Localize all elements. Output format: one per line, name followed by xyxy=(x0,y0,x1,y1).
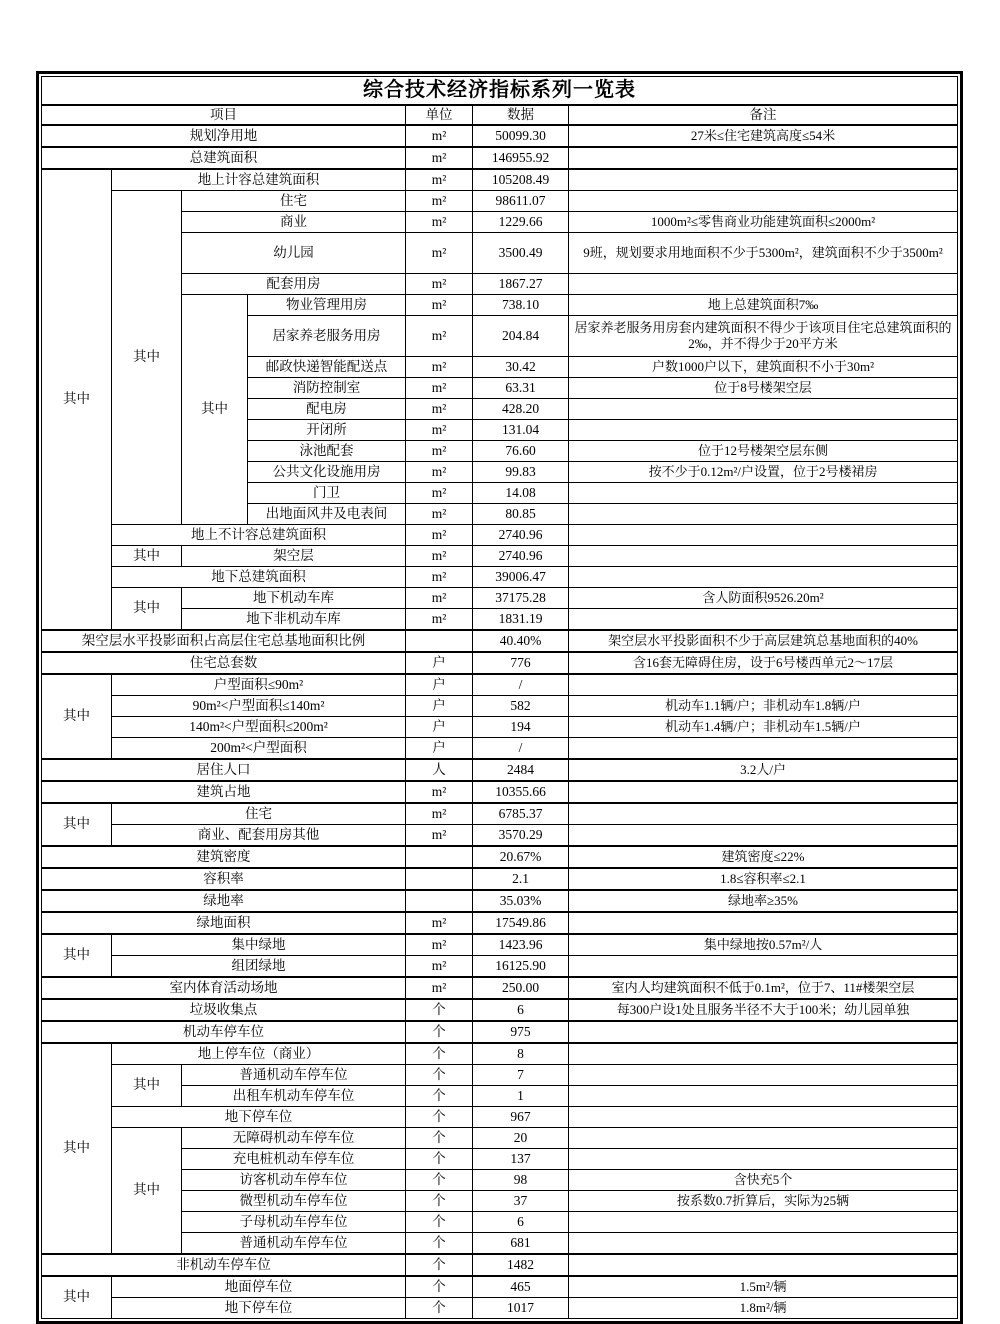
item-cell: 商业、配套用房其他 xyxy=(112,825,406,847)
unit-cell: m² xyxy=(406,378,473,399)
data-cell: 40.40% xyxy=(473,630,569,652)
remark-cell xyxy=(569,1149,958,1170)
data-cell: 1423.96 xyxy=(473,934,569,956)
item-cell: 机动车停车位 xyxy=(42,1021,406,1043)
remark-cell xyxy=(569,525,958,546)
item-cell: 访客机动车停车位 xyxy=(182,1170,406,1191)
data-cell: 105208.49 xyxy=(473,169,569,191)
table-row xyxy=(42,125,958,147)
indicator-table-body xyxy=(42,125,958,1319)
table-row xyxy=(42,1107,958,1128)
item-cell: 无障碍机动车停车位 xyxy=(182,1128,406,1149)
table-row xyxy=(42,588,958,609)
mid-cell: 其中 xyxy=(42,1043,112,1254)
unit-cell: m² xyxy=(406,567,473,588)
item-cell: 邮政快递智能配送点 xyxy=(248,357,406,378)
data-cell: 137 xyxy=(473,1149,569,1170)
data-cell: 37 xyxy=(473,1191,569,1212)
remark-cell xyxy=(569,1128,958,1149)
data-cell: 967 xyxy=(473,1107,569,1128)
column-header-data: 数据 xyxy=(473,105,569,125)
mid-cell: 其中 xyxy=(182,295,248,525)
data-cell: 2.1 xyxy=(473,868,569,890)
remark-cell: 1.8m²/辆 xyxy=(569,1298,958,1319)
item-cell: 建筑密度 xyxy=(42,846,406,868)
item-cell: 非机动车停车位 xyxy=(42,1254,406,1276)
data-cell: 20.67% xyxy=(473,846,569,868)
remark-cell xyxy=(569,956,958,978)
unit-cell: m² xyxy=(406,191,473,212)
indicator-table xyxy=(41,76,958,1319)
data-cell: 1867.27 xyxy=(473,274,569,295)
data-cell: 204.84 xyxy=(473,316,569,357)
table-row xyxy=(42,1065,958,1086)
table-row xyxy=(42,169,958,191)
data-cell: 6 xyxy=(473,1212,569,1233)
remark-cell: 机动车1.4辆/户；非机动车1.5辆/户 xyxy=(569,717,958,738)
remark-cell: 按不少于0.12m²/户设置，位于2号楼裙房 xyxy=(569,462,958,483)
unit-cell: 个 xyxy=(406,1065,473,1086)
remark-cell xyxy=(569,825,958,847)
data-cell: 17549.86 xyxy=(473,912,569,934)
unit-cell: m² xyxy=(406,803,473,825)
table-title: 综合技术经济指标系列一览表 xyxy=(42,77,958,106)
table-row xyxy=(42,759,958,781)
data-cell: 20 xyxy=(473,1128,569,1149)
unit-cell: m² xyxy=(406,125,473,147)
item-cell: 配电房 xyxy=(248,399,406,420)
item-cell: 户型面积≤90m² xyxy=(112,674,406,696)
data-cell: 2484 xyxy=(473,759,569,781)
data-cell: 39006.47 xyxy=(473,567,569,588)
mid-cell: 其中 xyxy=(42,934,112,977)
item-cell: 门卫 xyxy=(248,483,406,504)
data-cell: 35.03% xyxy=(473,890,569,912)
unit-cell: m² xyxy=(406,781,473,803)
data-cell: 50099.30 xyxy=(473,125,569,147)
unit-cell: 个 xyxy=(406,999,473,1021)
unit-cell: m² xyxy=(406,483,473,504)
unit-cell: m² xyxy=(406,912,473,934)
remark-cell xyxy=(569,147,958,169)
data-cell: 582 xyxy=(473,696,569,717)
data-cell: 194 xyxy=(473,717,569,738)
remark-cell: 位于12号楼架空层东侧 xyxy=(569,441,958,462)
unit-cell: m² xyxy=(406,357,473,378)
mid-cell: 其中 xyxy=(112,191,182,525)
unit-cell: 个 xyxy=(406,1254,473,1276)
item-cell: 开闭所 xyxy=(248,420,406,441)
remark-cell: 居家养老服务用房套内建筑面积不得少于该项目住宅总建筑面积的2‰，并不得少于20平方米 xyxy=(569,316,958,357)
data-cell: 428.20 xyxy=(473,399,569,420)
table-row xyxy=(42,738,958,760)
table-row xyxy=(42,1276,958,1298)
remark-cell xyxy=(569,169,958,191)
data-cell: 76.60 xyxy=(473,441,569,462)
unit-cell: m² xyxy=(406,274,473,295)
remark-cell xyxy=(569,420,958,441)
item-cell: 垃圾收集点 xyxy=(42,999,406,1021)
item-cell: 90m²<户型面积≤140m² xyxy=(112,696,406,717)
data-cell: 98611.07 xyxy=(473,191,569,212)
remark-cell xyxy=(569,504,958,525)
table-row xyxy=(42,652,958,674)
data-cell: 80.85 xyxy=(473,504,569,525)
remark-cell xyxy=(569,1065,958,1086)
item-cell: 商业 xyxy=(182,212,406,233)
remark-cell: 含16套无障碍住房，设于6号楼西单元2～17层 xyxy=(569,652,958,674)
item-cell: 充电桩机动车停车位 xyxy=(182,1149,406,1170)
unit-cell: m² xyxy=(406,588,473,609)
mid-cell: 其中 xyxy=(42,1276,112,1319)
item-cell: 居家养老服务用房 xyxy=(248,316,406,357)
remark-cell xyxy=(569,546,958,567)
item-cell: 出租车机动车停车位 xyxy=(182,1086,406,1107)
column-header-unit: 单位 xyxy=(406,105,473,125)
remark-cell xyxy=(569,912,958,934)
unit-cell: m² xyxy=(406,316,473,357)
remark-cell: 3.2人/户 xyxy=(569,759,958,781)
unit-cell: 户 xyxy=(406,717,473,738)
data-cell: 14.08 xyxy=(473,483,569,504)
data-cell: 1 xyxy=(473,1086,569,1107)
data-cell: 1017 xyxy=(473,1298,569,1319)
item-cell: 子母机动车停车位 xyxy=(182,1212,406,1233)
item-cell: 容积率 xyxy=(42,868,406,890)
table-row xyxy=(42,1128,958,1149)
item-cell: 出地面风井及电表间 xyxy=(248,504,406,525)
table-row xyxy=(42,825,958,847)
data-cell: 30.42 xyxy=(473,357,569,378)
unit-cell: 个 xyxy=(406,1107,473,1128)
remark-cell xyxy=(569,738,958,760)
unit-cell: 户 xyxy=(406,696,473,717)
data-cell: 465 xyxy=(473,1276,569,1298)
table-row xyxy=(42,868,958,890)
item-cell: 总建筑面积 xyxy=(42,147,406,169)
table-row xyxy=(42,803,958,825)
unit-cell: m² xyxy=(406,956,473,978)
column-header-remark: 备注 xyxy=(569,105,958,125)
remark-cell xyxy=(569,483,958,504)
data-cell: / xyxy=(473,738,569,760)
item-cell: 140m²<户型面积≤200m² xyxy=(112,717,406,738)
item-cell: 地上计容总建筑面积 xyxy=(112,169,406,191)
table-row xyxy=(42,999,958,1021)
data-cell: 1482 xyxy=(473,1254,569,1276)
table-row xyxy=(42,934,958,956)
data-cell: 16125.90 xyxy=(473,956,569,978)
unit-cell: m² xyxy=(406,934,473,956)
unit-cell xyxy=(406,890,473,912)
item-cell: 架空层 xyxy=(182,546,406,567)
data-cell: 975 xyxy=(473,1021,569,1043)
data-cell: 8 xyxy=(473,1043,569,1065)
table-row xyxy=(42,1254,958,1276)
item-cell: 普通机动车停车位 xyxy=(182,1065,406,1086)
unit-cell: 个 xyxy=(406,1276,473,1298)
item-cell: 住宅 xyxy=(182,191,406,212)
table-row xyxy=(42,781,958,803)
unit-cell: 户 xyxy=(406,738,473,760)
remark-cell xyxy=(569,1107,958,1128)
remark-cell: 27米≤住宅建筑高度≤54米 xyxy=(569,125,958,147)
remark-cell: 9班，规划要求用地面积不少于5300m²，建筑面积不少于3500m² xyxy=(569,233,958,274)
unit-cell: 个 xyxy=(406,1233,473,1255)
unit-cell: m² xyxy=(406,233,473,274)
table-row xyxy=(42,717,958,738)
data-cell: 37175.28 xyxy=(473,588,569,609)
table-row xyxy=(42,956,958,978)
table-row xyxy=(42,147,958,169)
table-row xyxy=(42,912,958,934)
mid-cell: 其中 xyxy=(112,546,182,567)
data-cell: 7 xyxy=(473,1065,569,1086)
unit-cell: m² xyxy=(406,525,473,546)
unit-cell: 个 xyxy=(406,1170,473,1191)
remark-cell: 地上总建筑面积7‰ xyxy=(569,295,958,316)
remark-cell: 架空层水平投影面积不少于高层建筑总基地面积的40% xyxy=(569,630,958,652)
data-cell: 250.00 xyxy=(473,977,569,999)
remark-cell: 位于8号楼架空层 xyxy=(569,378,958,399)
remark-cell: 含人防面积9526.20m² xyxy=(569,588,958,609)
data-cell: 1229.66 xyxy=(473,212,569,233)
table-row xyxy=(42,1043,958,1065)
item-cell: 室内体育活动场地 xyxy=(42,977,406,999)
unit-cell: m² xyxy=(406,546,473,567)
table-row xyxy=(42,890,958,912)
unit-cell: m² xyxy=(406,462,473,483)
unit-cell: 个 xyxy=(406,1212,473,1233)
remark-cell xyxy=(569,1254,958,1276)
item-cell: 地下停车位 xyxy=(112,1298,406,1319)
table-row xyxy=(42,1021,958,1043)
data-cell: 10355.66 xyxy=(473,781,569,803)
data-cell: 3500.49 xyxy=(473,233,569,274)
remark-cell xyxy=(569,1043,958,1065)
remark-cell: 1.8≤容积率≤2.1 xyxy=(569,868,958,890)
unit-cell: m² xyxy=(406,169,473,191)
remark-cell: 机动车1.1辆/户；非机动车1.8辆/户 xyxy=(569,696,958,717)
item-cell: 幼儿园 xyxy=(182,233,406,274)
item-cell: 架空层水平投影面积占高层住宅总基地面积比例 xyxy=(42,630,406,652)
remark-cell xyxy=(569,1021,958,1043)
item-cell: 地上不计容总建筑面积 xyxy=(112,525,406,546)
item-cell: 物业管理用房 xyxy=(248,295,406,316)
remark-cell: 1.5m²/辆 xyxy=(569,1276,958,1298)
data-cell: 63.31 xyxy=(473,378,569,399)
item-cell: 地下机动车库 xyxy=(182,588,406,609)
item-cell: 微型机动车停车位 xyxy=(182,1191,406,1212)
item-cell: 集中绿地 xyxy=(112,934,406,956)
item-cell: 配套用房 xyxy=(182,274,406,295)
remark-cell: 按系数0.7折算后，实际为25辆 xyxy=(569,1191,958,1212)
unit-cell: m² xyxy=(406,609,473,631)
table-row xyxy=(42,1298,958,1319)
data-cell: 99.83 xyxy=(473,462,569,483)
table-row xyxy=(42,846,958,868)
data-cell: / xyxy=(473,674,569,696)
unit-cell: m² xyxy=(406,147,473,169)
unit-cell: 个 xyxy=(406,1298,473,1319)
data-cell: 681 xyxy=(473,1233,569,1255)
unit-cell: m² xyxy=(406,212,473,233)
item-cell: 建筑占地 xyxy=(42,781,406,803)
unit-cell: 户 xyxy=(406,652,473,674)
mid-cell: 其中 xyxy=(112,1128,182,1255)
item-cell: 居住人口 xyxy=(42,759,406,781)
item-cell: 地下总建筑面积 xyxy=(112,567,406,588)
data-cell: 1831.19 xyxy=(473,609,569,631)
remark-cell: 含快充5个 xyxy=(569,1170,958,1191)
unit-cell: 个 xyxy=(406,1086,473,1107)
unit-cell xyxy=(406,868,473,890)
remark-cell: 室内人均建筑面积不低于0.1m²，位于7、11#楼架空层 xyxy=(569,977,958,999)
table-title-row xyxy=(42,77,958,106)
unit-cell: m² xyxy=(406,977,473,999)
remark-cell: 每300户设1处且服务半径不大于100米；幼儿园单独 xyxy=(569,999,958,1021)
unit-cell: 个 xyxy=(406,1191,473,1212)
data-cell: 131.04 xyxy=(473,420,569,441)
remark-cell xyxy=(569,567,958,588)
unit-cell xyxy=(406,846,473,868)
unit-cell: 个 xyxy=(406,1128,473,1149)
table-row xyxy=(42,546,958,567)
table-frame xyxy=(36,71,963,1324)
item-cell: 绿地面积 xyxy=(42,912,406,934)
item-cell: 规划净用地 xyxy=(42,125,406,147)
data-cell: 3570.29 xyxy=(473,825,569,847)
mid-cell: 其中 xyxy=(112,1065,182,1107)
remark-cell xyxy=(569,1212,958,1233)
remark-cell xyxy=(569,674,958,696)
unit-cell: m² xyxy=(406,504,473,525)
remark-cell xyxy=(569,781,958,803)
remark-cell: 集中绿地按0.57m²/人 xyxy=(569,934,958,956)
item-cell: 200m²<户型面积 xyxy=(112,738,406,760)
mid-cell: 其中 xyxy=(42,674,112,759)
unit-cell: 人 xyxy=(406,759,473,781)
mid-cell: 其中 xyxy=(112,588,182,631)
unit-cell: 个 xyxy=(406,1021,473,1043)
mid-cell: 其中 xyxy=(42,169,112,630)
item-cell: 普通机动车停车位 xyxy=(182,1233,406,1255)
remark-cell xyxy=(569,399,958,420)
remark-cell xyxy=(569,274,958,295)
item-cell: 组团绿地 xyxy=(112,956,406,978)
item-cell: 地上停车位（商业） xyxy=(112,1043,406,1065)
unit-cell: m² xyxy=(406,441,473,462)
item-cell: 住宅 xyxy=(112,803,406,825)
unit-cell: m² xyxy=(406,295,473,316)
remark-cell: 绿地率≥35% xyxy=(569,890,958,912)
remark-cell: 1000m²≤零售商业功能建筑面积≤2000m² xyxy=(569,212,958,233)
remark-cell xyxy=(569,1086,958,1107)
unit-cell xyxy=(406,630,473,652)
document-sheet xyxy=(36,71,963,1324)
item-cell: 住宅总套数 xyxy=(42,652,406,674)
remark-cell: 建筑密度≤22% xyxy=(569,846,958,868)
item-cell: 公共文化设施用房 xyxy=(248,462,406,483)
unit-cell: 户 xyxy=(406,674,473,696)
data-cell: 98 xyxy=(473,1170,569,1191)
data-cell: 146955.92 xyxy=(473,147,569,169)
table-row xyxy=(42,696,958,717)
item-cell: 地下非机动车库 xyxy=(182,609,406,631)
remark-cell: 户数1000户以下，建筑面积不小于30m² xyxy=(569,357,958,378)
mid-cell: 其中 xyxy=(42,803,112,846)
table-row xyxy=(42,525,958,546)
remark-cell xyxy=(569,191,958,212)
data-cell: 6785.37 xyxy=(473,803,569,825)
unit-cell: m² xyxy=(406,420,473,441)
table-row xyxy=(42,567,958,588)
item-cell: 地面停车位 xyxy=(112,1276,406,1298)
item-cell: 消防控制室 xyxy=(248,378,406,399)
data-cell: 2740.96 xyxy=(473,546,569,567)
unit-cell: m² xyxy=(406,399,473,420)
remark-cell xyxy=(569,609,958,631)
unit-cell: 个 xyxy=(406,1043,473,1065)
unit-cell: m² xyxy=(406,825,473,847)
table-row xyxy=(42,191,958,212)
item-cell: 泳池配套 xyxy=(248,441,406,462)
remark-cell xyxy=(569,1233,958,1255)
remark-cell xyxy=(569,803,958,825)
table-header-row xyxy=(42,105,958,125)
table-row xyxy=(42,630,958,652)
table-row xyxy=(42,674,958,696)
column-header-item: 项目 xyxy=(42,105,406,125)
item-cell: 绿地率 xyxy=(42,890,406,912)
data-cell: 6 xyxy=(473,999,569,1021)
item-cell: 地下停车位 xyxy=(112,1107,406,1128)
data-cell: 2740.96 xyxy=(473,525,569,546)
unit-cell: 个 xyxy=(406,1149,473,1170)
data-cell: 776 xyxy=(473,652,569,674)
table-row xyxy=(42,977,958,999)
data-cell: 738.10 xyxy=(473,295,569,316)
